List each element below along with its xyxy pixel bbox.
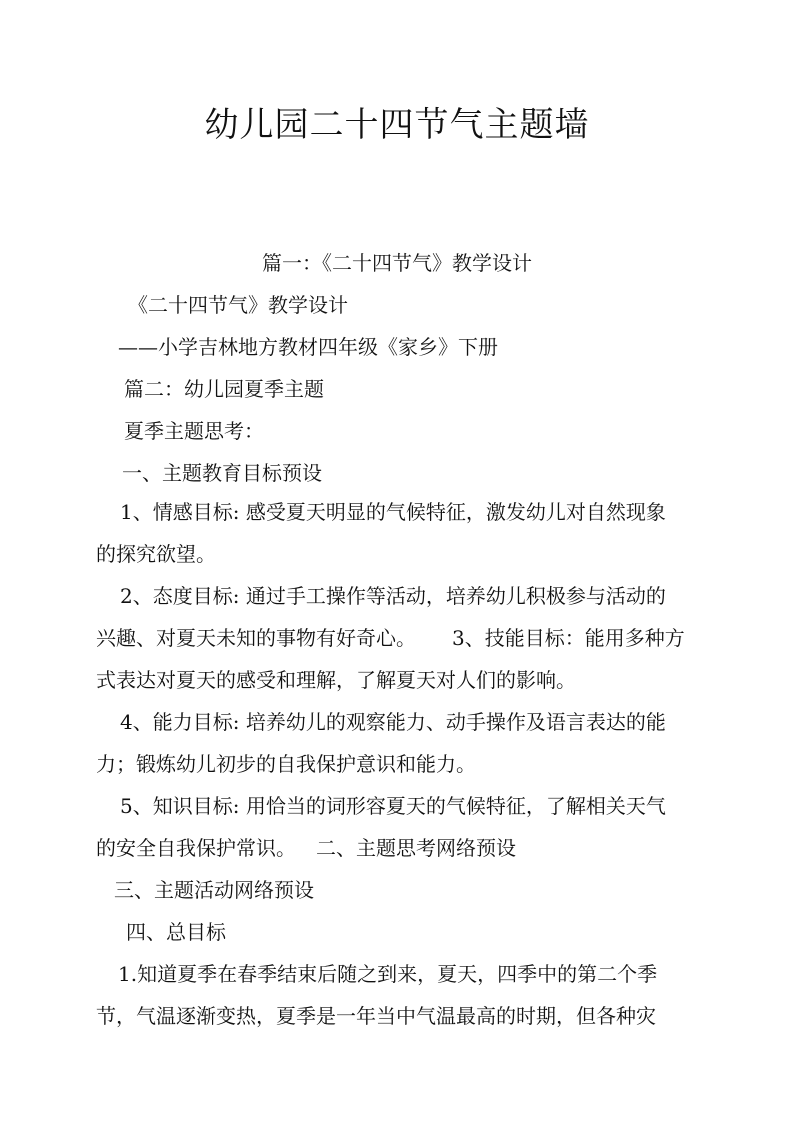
goal1-line2: 的探究欲望。 bbox=[96, 542, 216, 566]
goal4-line2: 力；锻炼幼儿初步的自我保护意识和能力。 bbox=[96, 752, 476, 776]
section2-heading: 篇二：幼儿园夏季主题 bbox=[124, 377, 324, 401]
total-goal-line1: 1.知道夏季在春季结束后随之到来，夏天，四季中的第二个季 bbox=[118, 962, 658, 986]
goal5-line2: 的安全自我保护常识。 bbox=[96, 836, 296, 860]
goal5-part2-line bbox=[96, 833, 516, 863]
part2-heading: 二、主题思考网络预设 bbox=[316, 836, 516, 860]
goal3-line2: 式表达对夏天的感受和理解，了解夏天对人们的影响。 bbox=[96, 668, 576, 692]
sub-title: 《二十四节气》教学设计 bbox=[128, 293, 348, 317]
sub-source: ——小学吉林地方教材四年级《家乡》下册 bbox=[118, 335, 498, 359]
goal3-line1: 3、技能目标：能用多种方 bbox=[452, 626, 685, 650]
part4-heading: 四、总目标 bbox=[126, 920, 226, 944]
goal1-line1: 1、情感目标: 感受夏天明显的气候特征，激发幼儿对自然现象 bbox=[120, 500, 666, 524]
part3-heading: 三、主题活动网络预设 bbox=[114, 878, 314, 902]
goal5-line1: 5、知识目标: 用恰当的词形容夏天的气候特征，了解相关天气 bbox=[120, 794, 666, 818]
goal2-line1: 2、态度目标: 通过手工操作等活动，培养幼儿积极参与活动的 bbox=[120, 584, 666, 608]
summer-thinking-label: 夏季主题思考： bbox=[124, 419, 264, 443]
section1-heading: 篇一：《二十四节气》教学设计 bbox=[262, 251, 532, 275]
goal4-line1: 4、能力目标: 培养幼儿的观察能力、动手操作及语言表达的能 bbox=[120, 710, 666, 734]
goal2-line2: 兴趣、对夏天未知的事物有好奇心。 bbox=[96, 626, 416, 650]
total-goal-line2: 节，气温逐渐变热，夏季是一年当中气温最高的时期，但各种灾 bbox=[96, 1004, 656, 1028]
part1-heading: 一、主题教育目标预设 bbox=[122, 461, 322, 485]
goal2-goal3-line bbox=[96, 623, 685, 653]
document-title: 幼儿园二十四节气主题墙 bbox=[204, 105, 590, 145]
